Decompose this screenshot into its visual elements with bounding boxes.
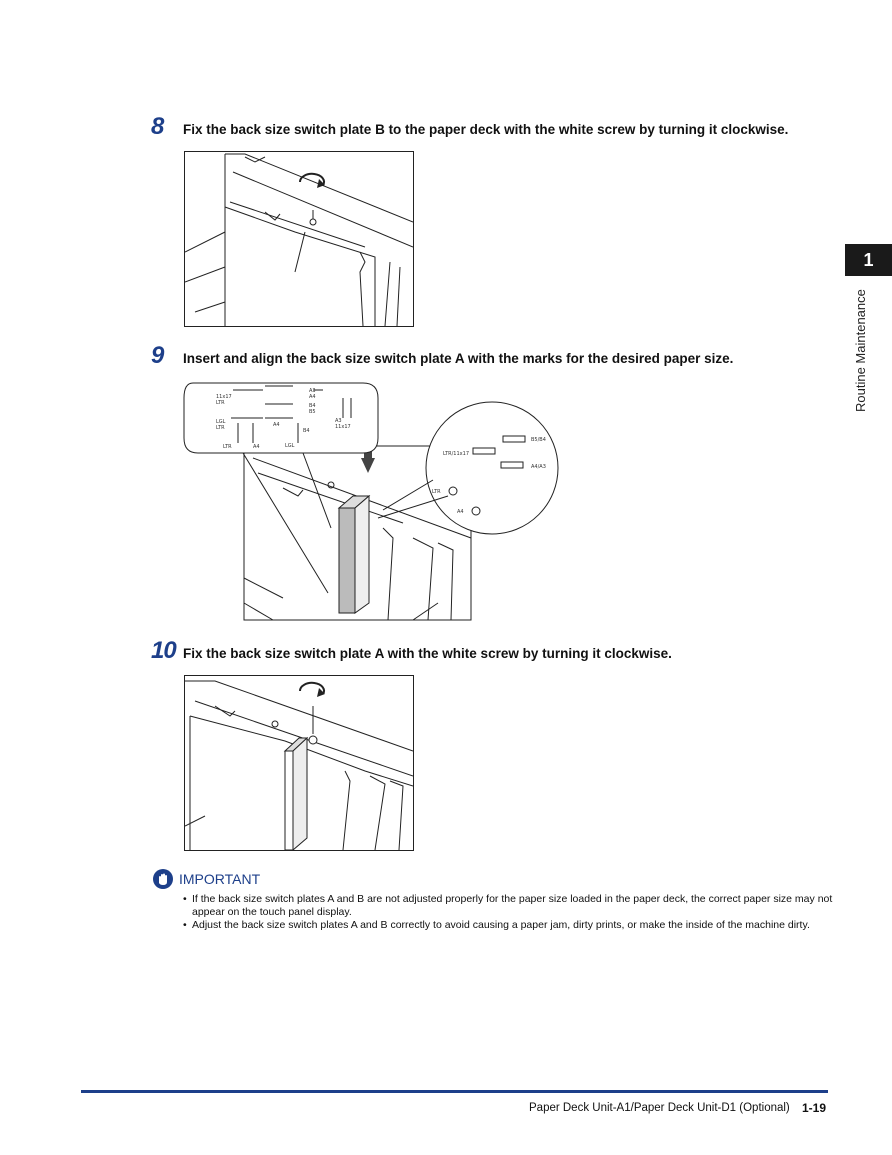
step-number: 8 <box>151 113 164 140</box>
callout-label: LTR <box>216 425 225 431</box>
callout-label: A4 <box>457 509 464 515</box>
callout-label: 11x17 <box>216 394 232 400</box>
list-item: • Adjust the back size switch plates A and B correctly to avoid causing a paper jam, dirty prints, or make the inside of the machine dirty. <box>183 919 810 931</box>
callout-label: A4 <box>253 444 260 450</box>
important-list <box>183 893 833 932</box>
callout-label: LGL <box>216 419 226 425</box>
step8-illustration <box>184 151 414 327</box>
footer-divider <box>81 1090 828 1093</box>
step-instruction: Insert and align the back size switch plate A with the marks for the desired paper size. <box>183 351 734 366</box>
step-number: 10 <box>151 637 176 664</box>
bullet-text: Adjust the back size switch plates A and B correctly to avoid causing a paper jam, dirty prints, or make the inside of the machine dirty. <box>192 919 810 931</box>
callout-label: A4/A3 <box>531 464 546 470</box>
chapter-label: Routine Maintenance <box>853 289 868 412</box>
callout-label: A4 <box>309 394 316 400</box>
callout-label: 11x17 <box>335 424 351 430</box>
callout-label: LTR <box>216 400 225 406</box>
callout-label: A3 <box>309 388 316 394</box>
step-instruction: Fix the back size switch plate B to the paper deck with the white screw by turning it clockwise. <box>183 122 789 137</box>
callout-label: A3 <box>335 418 342 424</box>
callout-label: B5/B4 <box>531 437 546 443</box>
important-heading: IMPORTANT <box>179 871 261 887</box>
callout-label: LTR/11x17 <box>443 451 469 457</box>
hand-stop-icon <box>152 868 174 890</box>
callout-label: B5 <box>309 409 316 415</box>
list-item: • If the back size switch plates A and B are not adjusted properly for the paper size loaded in the paper deck, the correct paper size may not appear on the touch panel display. <box>183 893 833 918</box>
callout-label: LTR <box>432 489 441 495</box>
step-instruction: Fix the back size switch plate A with the white screw by turning it clockwise. <box>183 646 672 661</box>
page-number: 1-19 <box>802 1101 827 1115</box>
callout-label: A4 <box>273 422 280 428</box>
step9-illustration <box>183 378 563 623</box>
footer-title: Paper Deck Unit-A1/Paper Deck Unit-D1 (Optional) <box>529 1102 790 1114</box>
callout-label: B4 <box>303 428 310 434</box>
callout-label: LTR <box>223 444 232 450</box>
chapter-tab: 1 <box>845 244 892 276</box>
callout-label: B4 <box>309 403 316 409</box>
callout-label: LGL <box>285 443 295 449</box>
bullet-text: If the back size switch plates A and B are not adjusted properly for the paper size loaded in the paper deck, the correct paper size may not appear on the touch panel display. <box>192 893 833 918</box>
step10-illustration <box>184 675 414 851</box>
step-number: 9 <box>151 342 164 369</box>
